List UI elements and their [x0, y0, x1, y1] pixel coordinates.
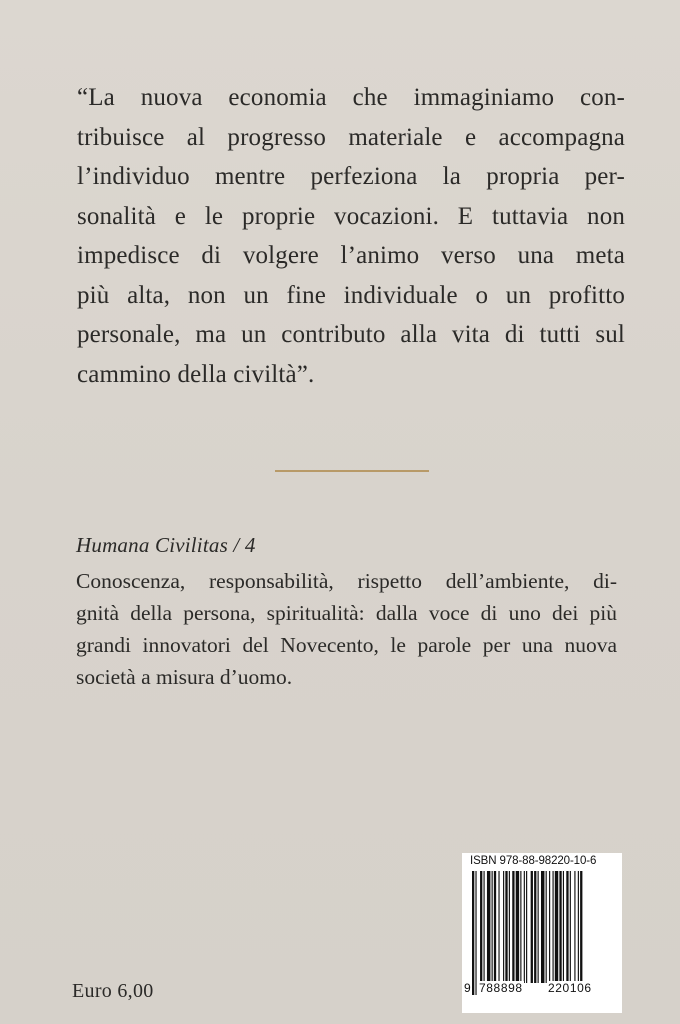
divider-rule: [275, 470, 429, 472]
blurb-line: Conoscenza, responsabilità, rispetto dell’ambiente, di-: [76, 569, 617, 593]
blurb-line: gnità della persona, spiritualità: dalla voce di uno dei più: [76, 601, 617, 625]
blurb-line: società a misura d’uomo.: [76, 665, 293, 689]
barcode-bar: [526, 871, 527, 983]
series-title: Humana Civilitas / 4: [76, 533, 256, 557]
barcode-bar: [498, 871, 499, 983]
barcode-bar: [516, 871, 519, 983]
barcode-digits-right: 220106: [548, 981, 592, 995]
barcode-bar: [503, 871, 504, 983]
barcode-bar: [555, 871, 558, 983]
barcode-bar: [505, 871, 507, 983]
isbn-barcode: [462, 853, 622, 1013]
blurb-line: grandi innovatori del Novecento, le parole per una nuova: [76, 633, 617, 657]
price-label: Euro 6,00: [72, 980, 154, 1002]
barcode-bar: [472, 871, 474, 995]
barcode-bar: [509, 871, 510, 983]
barcode-bar: [546, 871, 547, 983]
barcode-digits-left: 788898: [479, 981, 523, 995]
barcode-bar: [492, 871, 493, 983]
barcode-bar: [475, 871, 476, 995]
barcode-bar: [559, 871, 561, 983]
quote-block: [77, 78, 625, 394]
barcode-bar: [578, 871, 579, 995]
quote-line: più alta, non un fine individuale o un profitto: [77, 281, 625, 309]
barcode-bar: [538, 871, 539, 983]
barcode-bar: [520, 871, 521, 983]
quote-line: “La nuova economia che immaginiamo con-: [77, 84, 625, 111]
barcode-bar: [487, 871, 490, 983]
barcode-bar: [531, 871, 533, 983]
barcode-bar: [570, 871, 571, 983]
barcode-bar: [563, 871, 564, 983]
barcode-digit-first: 9: [464, 981, 472, 995]
barcode-bar: [484, 871, 485, 983]
barcode-bar: [534, 871, 536, 983]
barcode-bar: [524, 871, 525, 983]
barcode-bars: [468, 871, 616, 999]
barcode-bar: [549, 871, 550, 983]
barcode-bar: [480, 871, 482, 983]
barcode-bar: [494, 871, 496, 983]
barcode-bar: [574, 871, 575, 983]
barcode-bar: [566, 871, 568, 983]
quote-line: sonalità e le proprie vocazioni. E tuttavia non: [77, 202, 625, 230]
barcode-bar: [541, 871, 544, 983]
barcode-bar: [553, 871, 554, 983]
barcode-bar: [580, 871, 582, 995]
isbn-label: ISBN 978-88-98220-10-6: [470, 855, 597, 867]
quote-line: l’individuo mentre perfeziona la propria per-: [77, 163, 625, 190]
quote-line: tribuisce al progresso materiale e accompagna: [77, 123, 625, 151]
quote-line: personale, ma un contributo alla vita di tutti sul: [77, 321, 625, 348]
barcode-bar: [512, 871, 514, 983]
quote-line: impedisce di volgere l’animo verso una meta: [77, 242, 625, 269]
blurb-text: [76, 565, 617, 693]
quote-line: cammino della civiltà”.: [77, 360, 315, 388]
